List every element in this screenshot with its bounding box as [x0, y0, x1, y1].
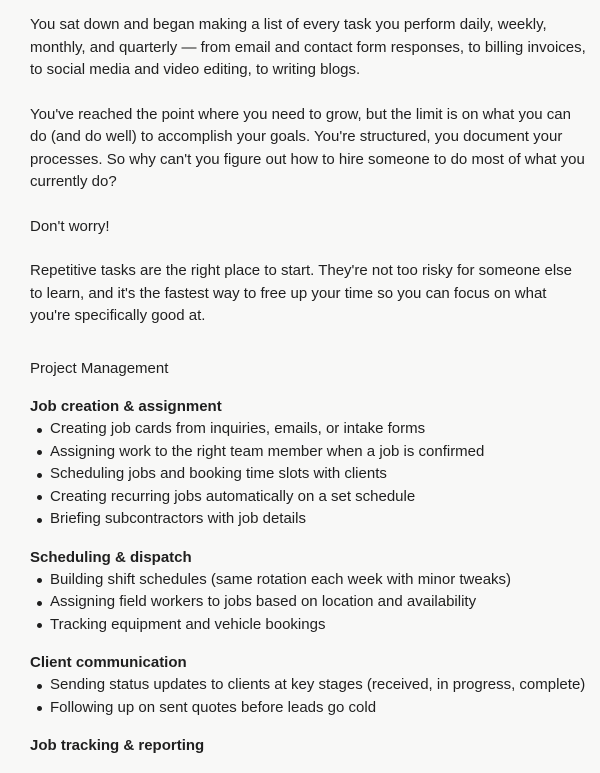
- bullet-icon: [37, 428, 42, 433]
- group-job-tracking: [30, 735, 586, 757]
- list-item: [30, 674, 586, 697]
- bullet-list: [30, 569, 586, 637]
- list-item-text: Assigning work to the right team member when a job is confirmed: [50, 442, 485, 460]
- list-item-text: Assigning field workers to jobs based on location and availability: [50, 593, 477, 610]
- group-title: Client communication: [30, 654, 187, 671]
- list-item-text: Building shift schedules (same rotation each week with minor tweaks): [50, 570, 512, 588]
- list-item-text: Tracking equipment and vehicle bookings: [50, 615, 326, 633]
- list-item: [30, 569, 586, 592]
- list-item-text: Following up on sent quotes before leads go cold: [50, 698, 377, 716]
- list-item-text: Creating job cards from inquiries, emails, or intake forms: [50, 420, 426, 437]
- bullet-icon: [37, 684, 42, 689]
- bullet-icon: [37, 518, 42, 523]
- group-title: Scheduling & dispatch: [30, 548, 192, 566]
- list-item-text: Creating recurring jobs automatically on a set schedule: [50, 487, 416, 505]
- intro-paragraph-3: Don't worry!: [30, 217, 110, 235]
- list-item: [30, 508, 586, 531]
- list-item: [30, 591, 586, 614]
- bullet-icon: [37, 450, 42, 455]
- group-scheduling-dispatch: [30, 547, 586, 637]
- bullet-icon: [37, 706, 42, 711]
- list-item-text: Sending status updates to clients at key stages (received, in progress, complete): [50, 676, 586, 693]
- intro-paragraph-4: Repetitive tasks are the right place to start. They're not too risky for someone else to learn, and it's the fastest way to free up your time so you can focus on what you're specifically good at.: [30, 262, 573, 324]
- document-body: [30, 14, 586, 773]
- list-item: [30, 697, 586, 720]
- list-item: [30, 614, 586, 637]
- intro-paragraph-2: You've reached the point where you need to grow, but the limit is on what you can do (and do well) to accomplish your goals. You're structured, you document your processes. So why can't you figure out how to hire someone to do most of what you currently do?: [30, 105, 585, 190]
- list-item: [30, 463, 586, 486]
- bullet-icon: [37, 495, 42, 500]
- list-item: [30, 418, 586, 441]
- section-label: Project Management: [30, 359, 169, 377]
- group-client-communication: [30, 652, 586, 719]
- list-item: [30, 441, 586, 464]
- list-item: [30, 486, 586, 509]
- bullet-icon: [37, 601, 42, 606]
- bullet-list: [30, 674, 586, 719]
- group-title: Job tracking & reporting: [30, 737, 205, 754]
- list-item-text: Briefing subcontractors with job details: [50, 510, 306, 527]
- bullet-icon: [37, 623, 42, 628]
- group-title: Job creation & assignment: [30, 398, 222, 415]
- bullet-icon: [37, 578, 42, 583]
- list-item-text: Scheduling jobs and booking time slots with clients: [50, 465, 387, 482]
- group-job-creation: [30, 396, 586, 531]
- intro-paragraph-1: You sat down and began making a list of every task you perform daily, weekly, monthly, and quarterly — from email and contact form responses, to billing invoices, to social media and video editing, to writing blogs.: [30, 16, 586, 78]
- bullet-icon: [37, 473, 42, 478]
- bullet-list: [30, 418, 586, 531]
